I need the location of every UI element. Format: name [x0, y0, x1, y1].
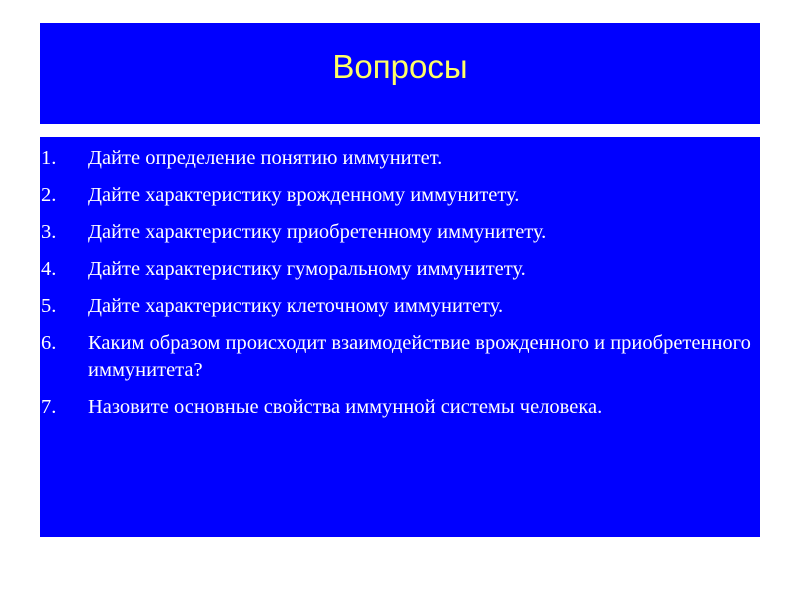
title-box: [40, 23, 760, 124]
item-text: Дайте характеристику клеточному иммунитету.: [88, 295, 504, 317]
content-box: [40, 137, 760, 537]
item-text: Дайте характеристику гуморальному иммунитету.: [88, 258, 526, 280]
item-text: Дайте определение понятию иммунитет.: [88, 147, 443, 169]
item-text: Дайте характеристику врожденному иммунитету.: [88, 184, 520, 206]
item-text: Каким образом происходит взаимодействие врожденного и приобретенного иммунитета?: [88, 332, 751, 381]
list-item: [40, 219, 760, 246]
list-item: [40, 293, 760, 320]
question-list: [40, 145, 760, 431]
item-number: 4.: [41, 258, 57, 280]
item-text: Дайте характеристику приобретенному иммунитету.: [88, 221, 547, 243]
list-item: [40, 182, 760, 209]
item-number: 5.: [41, 295, 57, 317]
list-item: [40, 330, 760, 384]
list-item: [40, 394, 760, 421]
item-text: Назовите основные свойства иммунной системы человека.: [88, 396, 603, 418]
slide-title: Вопросы: [332, 48, 468, 85]
item-number: 6.: [41, 332, 57, 354]
list-item: [40, 256, 760, 283]
item-number: 3.: [41, 221, 57, 243]
item-number: 2.: [41, 184, 57, 206]
list-item: [40, 145, 760, 172]
item-number: 7.: [41, 396, 57, 418]
item-number: 1.: [41, 147, 57, 169]
